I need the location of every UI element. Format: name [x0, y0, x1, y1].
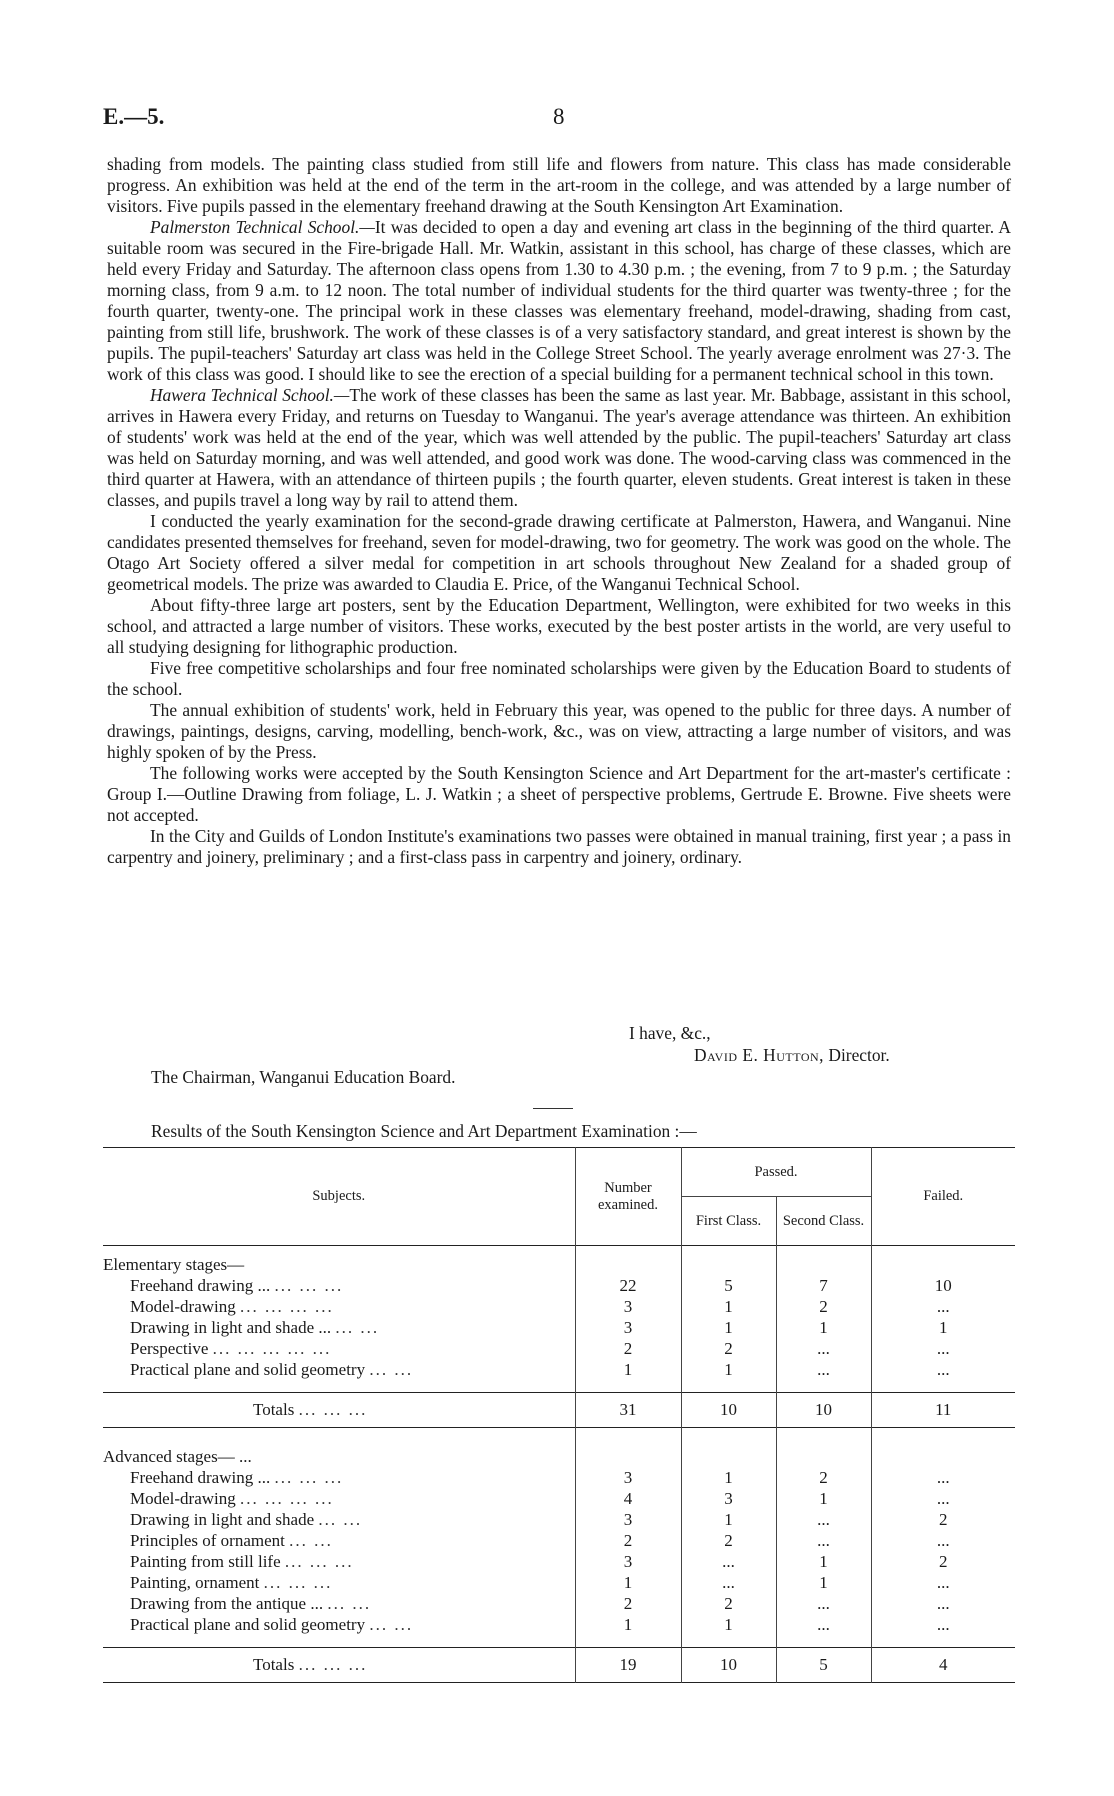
failed-cell: ... — [871, 1530, 1015, 1551]
second-class-cell: ... — [776, 1614, 871, 1635]
header-failed: Failed. — [871, 1148, 1015, 1246]
first-class-cell: ... — [681, 1572, 776, 1593]
first-class-cell: 1 — [681, 1296, 776, 1317]
failed-cell: ... — [871, 1572, 1015, 1593]
failed-cell: ... — [871, 1338, 1015, 1359]
second-class-cell: ... — [776, 1338, 871, 1359]
document-reference: E.—5. — [103, 104, 165, 129]
table-row: Drawing in light and shade ... ... 3 1 ... 2 — [103, 1509, 1015, 1530]
second-class-cell: ... — [776, 1359, 871, 1380]
paragraph: In the City and Guilds of London Institute's examinations two passes were obtained in manual training, first year ; a pass in carpentry and joinery, preliminary ; and a first-class pass in carpentry and joinery, ordinary. — [107, 826, 1011, 867]
first-class-cell: 1 — [681, 1359, 776, 1380]
subject-name: Practical plane and solid geometry — [130, 1359, 366, 1379]
examined-cell: 3 — [575, 1551, 681, 1572]
examined-cell: 3 — [575, 1467, 681, 1488]
first-class-cell: 1 — [681, 1509, 776, 1530]
second-class-cell: ... — [776, 1593, 871, 1614]
second-class-cell: 1 — [776, 1488, 871, 1509]
paragraph: Five free competitive scholarships and four free nominated scholarships were given by the Education Board to students of the school. — [107, 658, 1011, 699]
first-class-cell: 3 — [681, 1488, 776, 1509]
paragraph: shading from models. The painting class studied from still life and flowers from nature. This class has made considerable progress. An exhibition was held at the end of the term in the art-room in the college, and was attended by a large number of visitors. Five pupils passed in the elementary freehand drawing at the South Kensington Art Examination. — [107, 154, 1011, 216]
examined-cell: 1 — [575, 1572, 681, 1593]
header-subjects: Subjects. — [312, 1188, 366, 1204]
signature — [694, 1045, 890, 1066]
totals-label: Totals — [253, 1400, 295, 1419]
header-passed: Passed. — [681, 1148, 871, 1197]
table-row: Painting, ornament ... ... ... 1 ... 1 ... — [103, 1572, 1015, 1593]
subject-name: Painting, ornament — [130, 1572, 260, 1592]
failed-cell: ... — [871, 1467, 1015, 1488]
first-class-cell: 1 — [681, 1614, 776, 1635]
subject-name: Model-drawing — [130, 1488, 236, 1508]
total-examined: 31 — [575, 1393, 681, 1428]
examined-cell: 3 — [575, 1509, 681, 1530]
total-first-class: 10 — [681, 1393, 776, 1428]
table-row: Freehand drawing ... ... ... ... 3 1 2 ... — [103, 1467, 1015, 1488]
results-title: Results of the South Kensington Science and Art Department Examination :— — [151, 1121, 697, 1141]
examined-cell: 3 — [575, 1296, 681, 1317]
total-second-class: 10 — [776, 1393, 871, 1428]
header-second-class: Second Class. — [776, 1197, 871, 1246]
report-body — [107, 154, 1011, 868]
totals-label: Totals — [253, 1655, 295, 1674]
subject-name: Model-drawing — [130, 1296, 236, 1316]
page-number: 8 — [553, 104, 565, 129]
failed-cell: 2 — [871, 1509, 1015, 1530]
examined-cell: 22 — [575, 1275, 681, 1296]
header-number-examined: Number examined. — [575, 1148, 681, 1246]
table-row: Model-drawing ... ... ... ... 4 3 1 ... — [103, 1488, 1015, 1509]
subject-name: Drawing in light and shade — [130, 1509, 315, 1529]
failed-cell: ... — [871, 1488, 1015, 1509]
subject-name: Freehand drawing ... — [130, 1275, 271, 1295]
header-first-class: First Class. — [681, 1197, 776, 1246]
subject-name: Drawing from the antique ... — [130, 1593, 324, 1613]
first-class-cell: ... — [681, 1551, 776, 1572]
failed-cell: ... — [871, 1359, 1015, 1380]
first-class-cell: 2 — [681, 1338, 776, 1359]
paragraph: The annual exhibition of students' work, held in February this year, was opened to the public for three days. A number of drawings, paintings, designs, carving, modelling, bench-work, &c., was on view, attracting a large number of visitors, and was highly spoken of by the Press. — [107, 700, 1011, 762]
paragraph: I conducted the yearly examination for the second-grade drawing certificate at Palmerston, Hawera, and Wanganui. Nine candidates presented themselves for freehand, seven for model-drawing, two for geometry. The work was good on the whole. The Otago Art Society offered a silver medal for competition in art schools throughout New Zealand for a shaded group of geometrical models. The prize was awarded to Claudia E. Price, of the Wanganui Technical School. — [107, 511, 1011, 594]
table-row: Drawing in light and shade ... ... ... 3 1 1 1 — [103, 1317, 1015, 1338]
totals-row-elementary: Totals ... ... ... 31 10 10 11 — [103, 1393, 1015, 1428]
paragraph-text: The work of these classes has been the same as last year. Mr. Babbage, assistant in this school, arrives in Hawera every Friday, and returns on Tuesday to Wanganui. The year's average attendance was thirteen. An exhibition of students' work was held at the end of the year, which was well attended by the public. The pupil-teachers' Saturday art class was held on Saturday morning, and was well attended, and good work was done. The wood-carving class was commenced in the third quarter at Hawera, with an attendance of thirteen pupils ; the fourth quarter, eleven students. Great interest is taken in these classes, and pupils travel a long way by rail to attend them. — [107, 385, 1011, 510]
section-heading-palmerston: Palmerston Technical School.— — [150, 217, 375, 237]
failed-cell: 10 — [871, 1275, 1015, 1296]
failed-cell: ... — [871, 1593, 1015, 1614]
total-failed: 4 — [871, 1648, 1015, 1683]
second-class-cell: 1 — [776, 1572, 871, 1593]
examined-cell: 1 — [575, 1359, 681, 1380]
examined-cell: 2 — [575, 1593, 681, 1614]
second-class-cell: ... — [776, 1530, 871, 1551]
first-class-cell: 2 — [681, 1530, 776, 1551]
examined-cell: 4 — [575, 1488, 681, 1509]
total-failed: 11 — [871, 1393, 1015, 1428]
table-row: Practical plane and solid geometry ... ... 1 1 ... ... — [103, 1614, 1015, 1635]
subject-name: Freehand drawing ... — [130, 1467, 271, 1487]
first-class-cell: 2 — [681, 1593, 776, 1614]
failed-cell: 1 — [871, 1317, 1015, 1338]
second-class-cell: 1 — [776, 1551, 871, 1572]
paragraph: The following works were accepted by the South Kensington Science and Art Department for the art-master's certificate : Group I.—Outline Drawing from foliage, L. J. Watkin ; a sheet of perspective problems, Gertrude E. Browne. Five sheets were not accepted. — [107, 763, 1011, 825]
table-row: Practical plane and solid geometry ... ... 1 1 ... ... — [103, 1359, 1015, 1380]
examined-cell: 3 — [575, 1317, 681, 1338]
section-heading-elementary: Elementary stages— — [103, 1254, 245, 1274]
paragraph-palmerston — [107, 217, 1011, 385]
total-second-class: 5 — [776, 1648, 871, 1683]
page-header — [103, 104, 1012, 134]
table-row: Painting from still life ... ... ... 3 ... 1 2 — [103, 1551, 1015, 1572]
table-row: Drawing from the antique ... ... ... 2 2 ... ... — [103, 1593, 1015, 1614]
table-row: Freehand drawing ... ... ... ... 22 5 7 10 — [103, 1275, 1015, 1296]
signoff — [107, 1023, 1011, 1089]
second-class-cell: 7 — [776, 1275, 871, 1296]
first-class-cell: 1 — [681, 1317, 776, 1338]
director-title: Director. — [828, 1045, 890, 1065]
subject-name: Principles of ornament — [130, 1530, 285, 1550]
director-name: David E. Hutton, — [694, 1045, 825, 1065]
first-class-cell: 5 — [681, 1275, 776, 1296]
first-class-cell: 1 — [681, 1467, 776, 1488]
closing: I have, &c., — [629, 1023, 711, 1043]
second-class-cell: 1 — [776, 1317, 871, 1338]
paragraph-hawera — [107, 385, 1011, 511]
table-row: Perspective ... ... ... ... ... 2 2 ... ... — [103, 1338, 1015, 1359]
subject-name: Painting from still life — [130, 1551, 281, 1571]
failed-cell: ... — [871, 1614, 1015, 1635]
examined-cell: 2 — [575, 1530, 681, 1551]
examined-cell: 2 — [575, 1338, 681, 1359]
subject-name: Perspective — [130, 1338, 209, 1358]
section-heading-advanced: Advanced stages— ... — [103, 1446, 252, 1466]
examined-cell: 1 — [575, 1614, 681, 1635]
failed-cell: 2 — [871, 1551, 1015, 1572]
table-row: Principles of ornament ... ... 2 2 ... ... — [103, 1530, 1015, 1551]
section-heading-hawera: Hawera Technical School.— — [150, 385, 350, 405]
second-class-cell: ... — [776, 1509, 871, 1530]
second-class-cell: 2 — [776, 1467, 871, 1488]
addressee: The Chairman, Wanganui Education Board. — [151, 1067, 456, 1087]
second-class-cell: 2 — [776, 1296, 871, 1317]
failed-cell: ... — [871, 1296, 1015, 1317]
total-first-class: 10 — [681, 1648, 776, 1683]
subject-name: Practical plane and solid geometry — [130, 1614, 366, 1634]
subject-name: Drawing in light and shade ... — [130, 1317, 332, 1337]
paragraph-text: It was decided to open a day and evening art class in the beginning of the third quarter. A suitable room was secured in the Fire-brigade Hall. Mr. Watkin, assistant in this school, has charge of these classes, which are held every Friday and Saturday. The afternoon class opens from 1.30 to 4.30 p.m. ; the evening, from 7 to 9 p.m. ; the Saturday morning class, from 9 a.m. to 12 noon. The total number of individual students for the third quarter was twenty-three ; for the fourth quarter, twenty-one. The principal work in these classes was elementary freehand, model-drawing, shading from cast, painting from still life, brushwork. The work of these classes is of a very satisfactory standard, and great interest is shown by the pupils. The pupil-teachers' Saturday art class was held in the College Street School. The yearly average enrolment was 27·3. The work of this class was good. I should like to see the erection of a special building for a permanent technical school in this town. — [107, 217, 1011, 384]
table-row: Model-drawing ... ... ... ... 3 1 2 ... — [103, 1296, 1015, 1317]
results-table — [103, 1147, 1015, 1683]
totals-row-advanced: Totals ... ... ... 19 10 5 4 — [103, 1648, 1015, 1683]
paragraph: About fifty-three large art posters, sent by the Education Department, Wellington, were exhibited for two weeks in this school, and attracted a large number of visitors. These works, executed by the best poster artists in the world, are very useful to all studying designing for lithographic production. — [107, 595, 1011, 657]
divider — [533, 1108, 573, 1109]
total-examined: 19 — [575, 1648, 681, 1683]
